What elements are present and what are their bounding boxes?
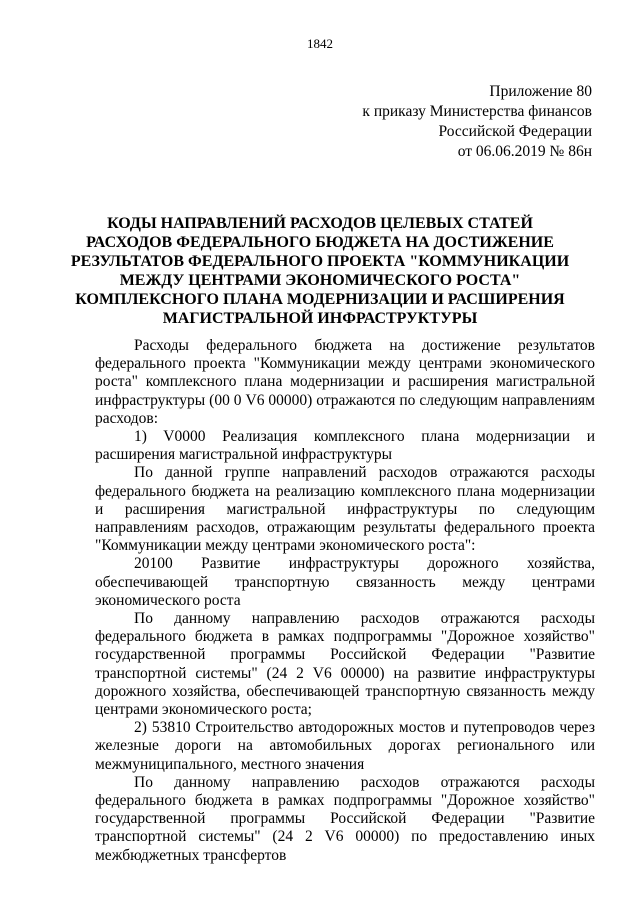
title-line: МЕЖДУ ЦЕНТРАМИ ЭКОНОМИЧЕСКОГО РОСТА" — [119, 272, 521, 289]
title-line: РАСХОДОВ ФЕДЕРАЛЬНОГО БЮДЖЕТА НА ДОСТИЖЕНИЕ — [86, 234, 554, 251]
item-1-description: По данной группе направлений расходов отражаются расходы федерального бюджета на реализацию комплексного плана модернизации и расширения магистральной инфраструктуры по следующим направлениям расходов, отражающим результаты федерального проекта "Коммуникации между центрами экономического роста": — [95, 464, 595, 555]
intro-paragraph: Расходы федерального бюджета на достижение результатов федерального проекта "Коммуникации между центрами экономического роста" комплексного плана модернизации и расширения магистральной инфраструктуры (00 0 V6 00000) отражаются по следующим направлениям расходов: — [95, 337, 595, 427]
code-20100-description: По данному направлению расходов отражаются расходы федерального бюджета в рамках подпрограммы "Дорожное хозяйство" государственной программы Российской Федерации "Развитие транспортной системы" (24 2 V6 00000) на развитие инфраструктуры дорожного хозяйства, обеспечивающей транспортную связанность между центрами экономического роста; — [95, 610, 595, 719]
appendix-number: Приложение 80 — [489, 83, 592, 100]
title-line: КОДЫ НАПРАВЛЕНИЙ РАСХОДОВ ЦЕЛЕВЫХ СТАТЕЙ — [107, 215, 533, 232]
appendix-header — [362, 82, 592, 162]
document-title — [70, 214, 570, 328]
item-2-description: По данному направлению расходов отражаются расходы федерального бюджета в рамках подпрограммы "Дорожное хозяйство" государственной программы Российской Федерации "Развитие транспортной системы" (24 2 V6 00000) по предоставлению иных межбюджетных трансфертов — [95, 773, 595, 864]
title-line: КОМПЛЕКСНОГО ПЛАНА МОДЕРНИЗАЦИИ И РАСШИРЕНИЯ — [75, 291, 565, 308]
title-line: РЕЗУЛЬТАТОВ ФЕДЕРАЛЬНОГО ПРОЕКТА "КОММУНИКАЦИИ — [70, 253, 570, 270]
item-2-heading: 2) 53810 Строительство автодорожных мостов и путепроводов через железные дороги на автомобильных дорогах регионального или межмуниципального, местного значения — [95, 719, 595, 773]
code-20100-heading: 20100 Развитие инфраструктуры дорожного хозяйства, обеспечивающей транспортную связанность между центрами экономического роста — [95, 555, 595, 609]
appendix-country: Российской Федерации — [438, 123, 592, 140]
title-line: МАГИСТРАЛЬНОЙ ИНФРАСТРУКТУРЫ — [162, 310, 478, 327]
appendix-order-ref: к приказу Министерства финансов — [362, 103, 592, 120]
page-number: 1842 — [307, 36, 333, 51]
appendix-date: от 06.06.2019 № 86н — [457, 143, 592, 160]
item-1-heading: 1) V0000 Реализация комплексного плана модернизации и расширения магистральной инфраструктуры — [95, 428, 595, 464]
document-body — [95, 337, 595, 865]
